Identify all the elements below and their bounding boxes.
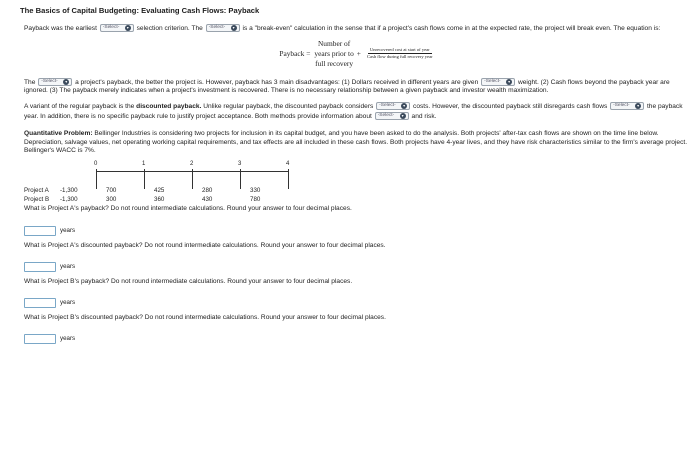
paragraph-quantitative-problem: [24, 130, 690, 157]
text: is a "break-even" calculation in the sense that if a project's cash flows come in at the expected rate, the project will break even. The equation is:: [242, 25, 661, 32]
question-b-discounted: What is Project B's discounted payback? Do not round intermediate calculations. Round your answer to four decimal places.: [24, 314, 386, 321]
formula-lhs: Payback =: [279, 48, 311, 58]
formula-denominator: Cash flow during full recovery year: [366, 54, 433, 60]
select-value: -Select-: [379, 103, 396, 109]
cash-flow: 330: [250, 186, 261, 194]
cash-flow: -1,300: [60, 195, 78, 203]
problem-label: Quantitative Problem:: [24, 129, 93, 137]
cash-flow: 280: [202, 186, 213, 194]
cash-flow: -1,300: [60, 186, 78, 194]
cash-flow: 360: [154, 195, 165, 203]
payback-formula: [24, 39, 690, 69]
text: costs. However, the discounted payback still disregards cash flows: [413, 103, 608, 111]
formula-years-prior: years prior to: [314, 48, 354, 58]
select-beyond[interactable]: [610, 102, 644, 110]
text: A variant of the regular payback is the: [24, 103, 135, 111]
text: The: [24, 78, 36, 86]
formula-numerator: Unrecovered cost at start of year: [368, 47, 432, 54]
select-liquidity[interactable]: [375, 112, 409, 120]
answer-a-discounted: [24, 262, 690, 272]
text: a project's payback, the better the project is. However, payback has 3 main disadvantages: (1) Dollars received in different years are given: [75, 78, 479, 86]
timeline-tick: [96, 169, 97, 189]
question-a-discounted: What is Project A's discounted payback? Do not round intermediate calculations. Round your answer to four decimal places.: [24, 242, 386, 250]
project-label: Project A: [24, 186, 49, 194]
chevron-down-icon: ▾: [403, 103, 406, 109]
chevron-down-icon: ▾: [508, 78, 511, 84]
unit-label: years: [60, 334, 76, 342]
select-value: -Select-: [208, 25, 226, 31]
text: and risk.: [411, 112, 437, 120]
select-shorter-longer[interactable]: [38, 78, 72, 86]
problem-text: Bellinger Industries is considering two projects for inclusion in its capital budget, and you have been asked to do the analysis. Both projects' after-tax cash flows are shown on the time line below. Depreciation, salvage values, net operating working capital requirements, and tax effects are all included in these cash flows. Both projects have 4-year lives, and they have risk characteristics similar to the firm's average project. Bellinger's WACC is 7%.: [24, 129, 688, 155]
select-method[interactable]: [206, 24, 240, 32]
timeline-tick: [192, 169, 193, 189]
paragraph-payback-disadvantages: [24, 78, 690, 97]
timeline-tick: [288, 169, 289, 189]
question-b-payback: What is Project B's payback? Do not round intermediate calculations. Round your answer to four decimal places.: [24, 278, 353, 286]
timeline-tick: [144, 169, 145, 189]
select-value: -Select-: [613, 103, 630, 109]
select-criterion-age[interactable]: [100, 24, 134, 32]
chevron-down-icon: ▾: [232, 25, 235, 31]
answer-b-discounted: [24, 334, 690, 344]
project-label: Project B: [24, 195, 50, 203]
page-title: The Basics of Capital Budgeting: Evaluating Cash Flows: Payback: [20, 6, 260, 15]
year-label: 3: [238, 161, 242, 168]
year-label: 0: [94, 161, 98, 168]
paragraph-discounted-payback: [24, 102, 690, 121]
a-payback-input[interactable]: [24, 226, 56, 236]
chevron-down-icon: ▾: [401, 113, 404, 119]
text: selection criterion. The: [136, 25, 203, 32]
cash-flow: 300: [106, 195, 117, 203]
select-capital-costs[interactable]: [376, 102, 410, 110]
formula-fraction: [365, 47, 435, 60]
unit-label: years: [60, 227, 76, 235]
select-value: -Select-: [377, 112, 395, 118]
chevron-down-icon: ▾: [65, 78, 68, 84]
year-label: 1: [142, 161, 146, 168]
cash-flow: 700: [106, 186, 117, 194]
unit-label: years: [60, 262, 76, 270]
cash-flow: 780: [250, 195, 261, 203]
chevron-down-icon: ▾: [126, 25, 129, 31]
formula-full-recovery: full recovery: [315, 58, 354, 68]
formula-header: Number of: [317, 38, 351, 48]
formula-years: [314, 39, 353, 69]
timeline-tick: [240, 169, 241, 189]
b-payback-input[interactable]: [24, 298, 56, 308]
a-discounted-payback-input[interactable]: [24, 262, 56, 272]
formula-plus: +: [356, 48, 361, 58]
text: Unlike regular payback, the discounted payback considers: [203, 103, 374, 111]
select-value: -Select-: [41, 78, 58, 84]
answer-b-payback: [24, 298, 690, 308]
select-value: -Select-: [102, 25, 120, 31]
question-a-payback: What is Project A's payback? Do not round intermediate calculations. Round your answer to four decimal places.: [24, 205, 352, 213]
year-label: 2: [190, 161, 194, 168]
chevron-down-icon: ▾: [637, 103, 640, 109]
text-bold: discounted payback.: [136, 103, 202, 111]
cash-flow: 430: [202, 195, 213, 203]
cash-flow: 425: [154, 186, 165, 194]
select-value: -Select-: [484, 78, 501, 84]
b-discounted-payback-input[interactable]: [24, 334, 56, 344]
year-label: 4: [286, 161, 290, 168]
select-weight[interactable]: [481, 78, 515, 86]
answer-a-payback: [24, 226, 690, 236]
paragraph-payback-intro: [24, 24, 690, 34]
unit-label: years: [60, 298, 76, 306]
text: weight. (2) Cash flows beyond the payback year are ignored. (3) The payback merely indicates when a project's investment is recovered. There is no necessary relationship between a given payback and investor wealth maximization.: [24, 78, 670, 95]
text: Payback was the earliest: [24, 25, 97, 32]
text: the payback year. In addition, there is no specific payback rule to justify project acceptance. Both methods provide information about: [24, 103, 683, 120]
cash-flow-timeline: [24, 160, 690, 208]
